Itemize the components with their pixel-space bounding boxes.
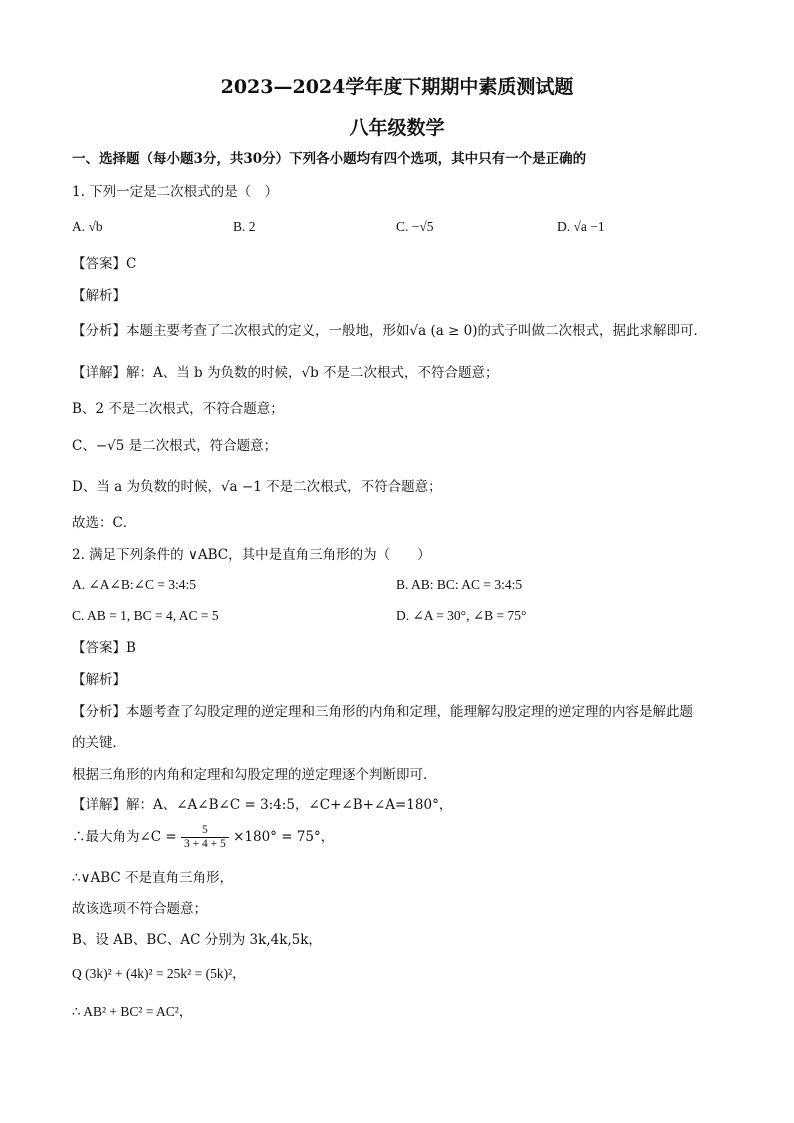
q2-detail-b1: B、设 AB、BC、AC 分别为 3k,4k,5k，	[72, 932, 322, 948]
q1-stem: 1. 下列一定是二次根式的是（ ）	[72, 184, 279, 200]
q2-detail-a2-pre: ∴最大角为∠C =	[72, 829, 177, 845]
q2-fenxi-line1: 【分析】本题考查了勾股定理的逆定理和三角形的内角和定理，能理解勾股定理的逆定理的内容是解此题	[72, 704, 693, 720]
q2-option-d: D. ∠A = 30°, ∠B = 75°	[396, 608, 527, 623]
q1-detail-d: D、当 a 为负数的时候，√a −1 不是二次根式，不符合题意；	[72, 479, 442, 495]
q1-detail-a: 【详解】解：A、当 b 为负数的时候，√b 不是二次根式，不符合题意；	[72, 365, 499, 381]
q2-method: 根据三角形的内角和定理和勾股定理的逆定理逐个判断即可．	[72, 767, 437, 783]
q1-answer: 【答案】C	[72, 256, 137, 272]
q1-choice: 故选：C．	[72, 515, 137, 531]
q1-option-d: D. √a −1	[557, 219, 605, 234]
q1-fenxi: 【分析】本题主要考查了二次根式的定义，一般地，形如√a (a ≥ 0)的式子叫做二次根式，据此求解即可．	[72, 323, 708, 339]
q2-option-a: A. ∠A∠B:∠C = 3:4:5	[72, 577, 197, 592]
q2-analysis-label: 【解析】	[72, 672, 126, 688]
q2-detail-a3: ∴∨ABC 不是直角三角形，	[72, 870, 234, 886]
q1-option-a: A. √b	[72, 219, 103, 234]
q2-fenxi-line2: 的关键．	[72, 735, 126, 751]
q2-option-b: B. AB: BC: AC = 3:4:5	[396, 577, 523, 592]
q2-detail-a2-post: ×180° = 75°，	[233, 829, 335, 845]
q1-option-c: C. −√5	[396, 219, 434, 234]
q2-answer: 【答案】B	[72, 640, 136, 656]
q1-option-b: B. 2	[233, 219, 256, 234]
q1-analysis-label: 【解析】	[72, 288, 126, 304]
q2-detail-a2	[72, 824, 334, 851]
fraction-denominator: 3 + 4 + 5	[184, 838, 226, 850]
q2-stem: 2. 满足下列条件的 ∨ABC，其中是直角三角形的为（ ）	[72, 547, 431, 563]
page-subtitle: 八年级数学	[349, 117, 445, 139]
q2-detail-a1: 【详解】解：A、∠A∠B∠C = 3:4:5，∠C+∠B+∠A=180°，	[72, 797, 453, 813]
fraction	[181, 824, 229, 851]
q2-option-c: C. AB = 1, BC = 4, AC = 5	[72, 608, 219, 623]
q1-detail-b: B、2 不是二次根式，不符合题意；	[72, 401, 284, 417]
q2-detail-b2: Q (3k)² + (4k)² = 25k² = (5k)²，	[72, 966, 246, 981]
section-heading: 一、选择题（每小题3分，共30分）下列各小题均有四个选项，其中只有一个是正确的	[72, 151, 587, 167]
page-title: 2023—2024学年度下期期中素质测试题	[220, 76, 574, 98]
q1-detail-c: C、−√5 是二次根式，符合题意；	[72, 438, 278, 454]
fraction-numerator: 5	[181, 824, 229, 838]
q2-detail-a4: 故该选项不符合题意；	[72, 901, 207, 917]
q2-detail-b3: ∴ AB² + BC² = AC²，	[72, 1004, 193, 1019]
